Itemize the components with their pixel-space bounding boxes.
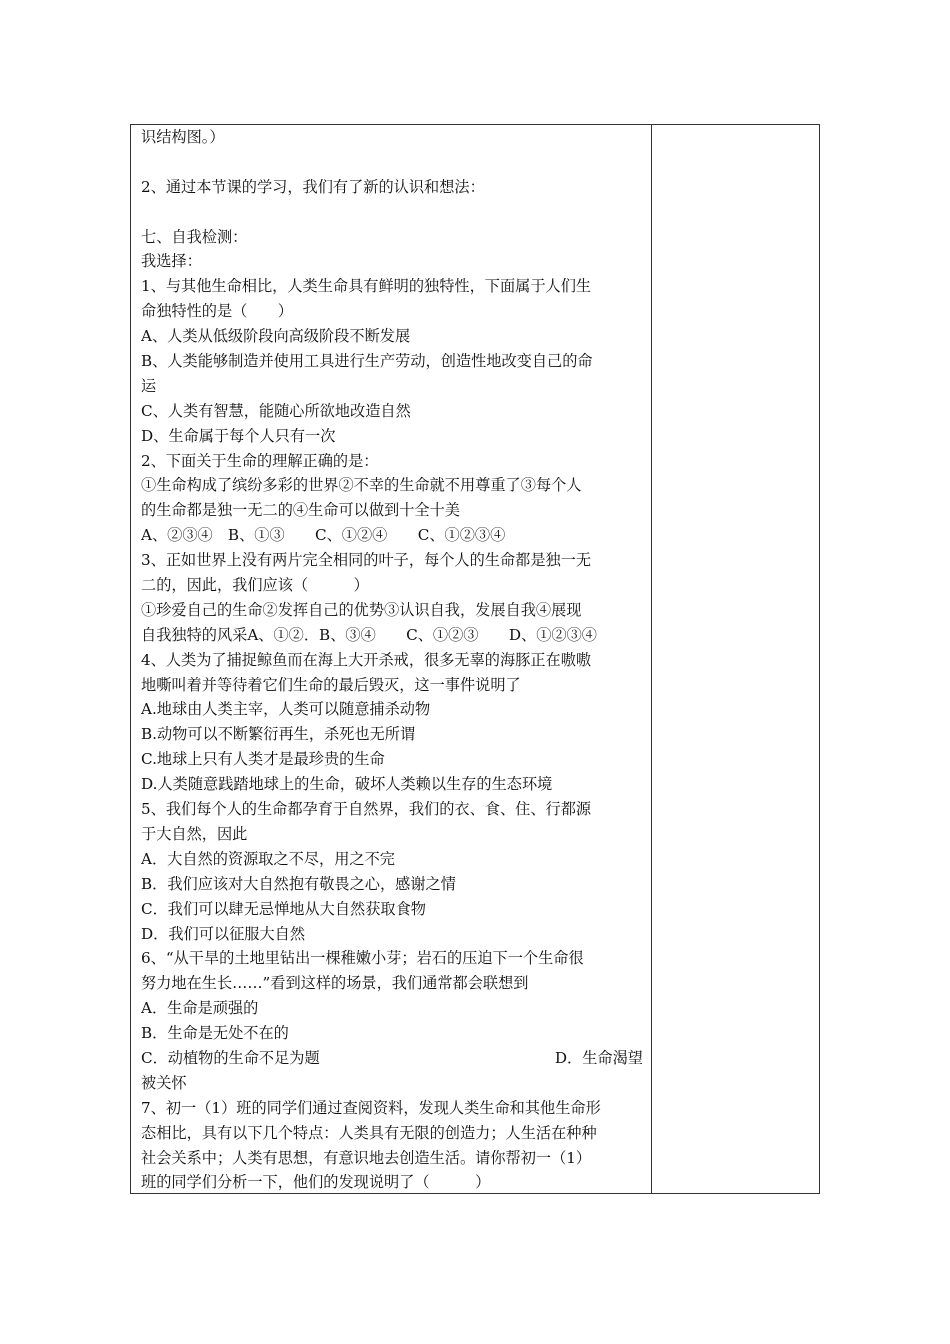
- option-line-split: [141, 1046, 643, 1071]
- worksheet-table: [130, 124, 820, 1194]
- notes-cell: [652, 125, 819, 1193]
- question-6: 6、“从干旱的土地里钻出一棵稚嫩小芽；岩石的压迫下一个生命很: [141, 949, 584, 968]
- option-line: C.地球上只有人类才是最珍贵的生命: [141, 750, 385, 769]
- question-3-items: ①珍爱自己的生命②发挥自己的优势③认识自我，发展自我④展现: [141, 600, 582, 619]
- question-6-cont: 努力地在生长……”看到这样的场景，我们通常都会联想到: [141, 974, 529, 993]
- option-line: B、人类能够制造并使用工具进行生产劳动，创造性地改变自己的命: [141, 352, 593, 371]
- question-3-options: 自我独特的风采A、①②．B、③④ C、①②③ D、①②③④: [141, 625, 597, 644]
- option-line: D.人类随意践踏地球上的生命，破坏人类赖以生存的生态环境: [141, 775, 553, 794]
- question-1: 1、与其他生命相比，人类生命具有鲜明的独特性，下面属于人们生: [141, 277, 592, 296]
- option-line-cont: 被关怀: [141, 1073, 187, 1092]
- text-line: 2、通过本节课的学习，我们有了新的认识和想法：: [141, 177, 485, 196]
- option-line: A、②③④ B、①③ C、①②④ C、①②③④: [141, 526, 506, 545]
- option-line: B．我们应该对大自然抱有敬畏之心，感谢之情: [141, 874, 456, 893]
- question-4: 4、人类为了捕捉鲸鱼而在海上大开杀戒，很多无辜的海豚正在嗷嗷: [141, 650, 592, 669]
- text-line: 识结构图。）: [141, 128, 225, 146]
- option-line: B．生命是无处不在的: [141, 1024, 289, 1043]
- option-c: C．动植物的生命不足为题: [141, 1048, 320, 1067]
- content-cell: [131, 125, 652, 1193]
- question-2-items-cont: 的生命都是独一无二的④生命可以做到十全十美: [141, 501, 460, 520]
- section-heading: 七、自我检测：: [141, 227, 248, 246]
- question-5: 5、我们每个人的生命都孕育于自然界，我们的衣、食、住、行都源: [141, 800, 592, 819]
- subheading: 我选择：: [141, 252, 202, 271]
- option-line: C、人类有智慧，能随心所欲地改造自然: [141, 401, 411, 420]
- question-7: 7、初一（1）班的同学们通过查阅资料，发现人类生命和其他生命形: [141, 1098, 601, 1117]
- question-5-cont: 于大自然，因此: [141, 824, 248, 843]
- question-3: 3、正如世界上没有两片完全相同的叶子，每个人的生命都是独一无: [141, 551, 592, 570]
- question-7-cont: 态相比，具有以下几个特点：人类具有无限的创造力；人生活在种种: [141, 1123, 597, 1142]
- option-line: B.动物可以不断繁衍再生，杀死也无所谓: [141, 725, 416, 744]
- blank-line: [141, 150, 643, 175]
- question-1-cont: 命独特性的是（ ）: [141, 302, 293, 321]
- blank-line: [141, 200, 643, 225]
- question-4-cont: 地嘶叫着并等待着它们生命的最后毁灭，这一事件说明了: [141, 675, 521, 694]
- option-line: D．我们可以征服大自然: [141, 924, 306, 943]
- question-2: 2、下面关于生命的理解正确的是：: [141, 451, 379, 470]
- option-line: A．大自然的资源取之不尽，用之不完: [141, 849, 395, 868]
- option-line: A.地球由人类主宰，人类可以随意捕杀动物: [141, 700, 431, 719]
- option-line: D、生命属于每个人只有一次: [141, 426, 336, 445]
- question-3-cont: 二的，因此，我们应该（ ）: [141, 576, 369, 595]
- question-7-cont: 社会关系中；人类有思想，有意识地去创造生活。请你帮初一（1）: [141, 1148, 592, 1167]
- option-line-cont: 运: [141, 376, 157, 395]
- question-2-items: ①生命构成了缤纷多彩的世界②不幸的生命就不用尊重了③每个人: [141, 476, 582, 495]
- option-line: C．我们可以肆无忌惮地从大自然获取食物: [141, 899, 426, 918]
- option-line: A、人类从低级阶段向高级阶段不断发展: [141, 327, 411, 346]
- option-d: D．生命渴望: [554, 1048, 643, 1067]
- option-line: A．生命是顽强的: [141, 999, 259, 1018]
- question-7-cont: 班的同学们分析一下，他们的发现说明了（ ）: [141, 1173, 491, 1192]
